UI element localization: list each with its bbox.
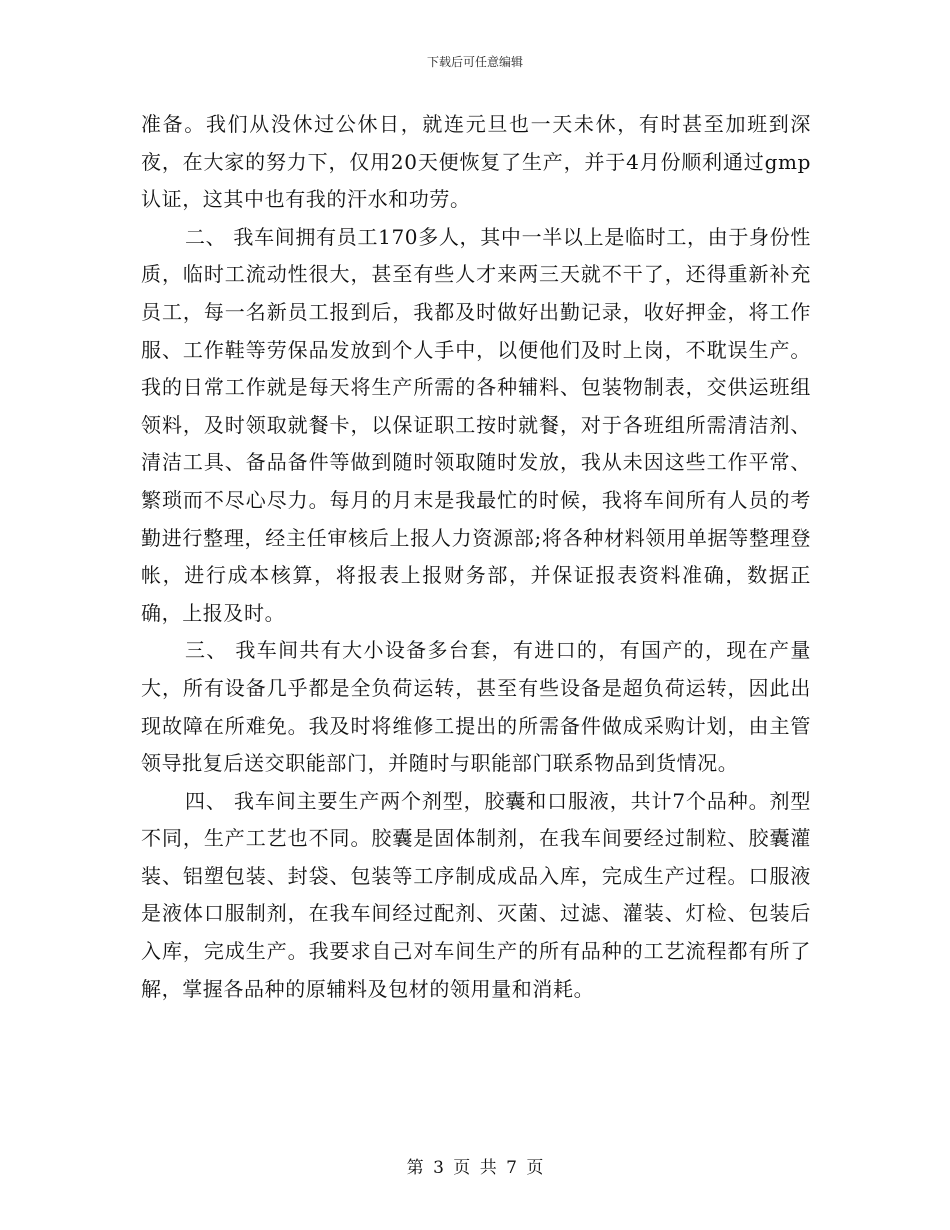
paragraph-section-4: 四、 我车间主要生产两个剂型，胶囊和口服液，共计7个品种。剂型不同，生产工艺也不同。胶囊是固体制剂，在我车间要经过制粒、胶囊灌装、铝塑包装、封袋、包装等工序制成成品入库，完成生产过程。口服液是液体口服制剂，在我车间经过配剂、灭菌、过滤、灌装、灯检、包装后入库，完成生产。我要求自己对车间生产的所有品种的工艺流程都有所了解，掌握各品种的原辅料及包材的领用量和消耗。 [141,788,811,1001]
document-body [141,106,811,1008]
page-header: 下载后可任意编辑 [426,55,523,69]
paragraph-section-3: 三、 我车间共有大小设备多台套，有进口的，有国产的，现在产量大，所有设备几乎都是全负荷运转，甚至有些设备是超负荷运转，因此出现故障在所难免。我及时将维修工提出的所需备件做成采购计划，由主管领导批复后送交职能部门，并随时与职能部门联系物品到货情况。 [141,638,811,776]
paragraph-continuation: 准备。我们从没休过公休日，就连元旦也一天未休，有时甚至加班到深夜，在大家的努力下，仅用20天便恢复了生产，并于4月份顺利通过gmp认证，这其中也有我的汗水和功劳。 [141,112,811,212]
page-number-footer: 第 3 页 共 7 页 [406,1158,544,1178]
paragraph-section-2: 二、 我车间拥有员工170多人，其中一半以上是临时工，由于身份性质，临时工流动性很大，甚至有些人才来两三天就不干了，还得重新补充员工，每一名新员工报到后，我都及时做好出勤记录，收好押金，将工作服、工作鞋等劳保品发放到个人手中，以便他们及时上岗，不耽误生产。我的日常工作就是每天将生产所需的各种辅料、包装物制表，交供运班组领料，及时领取就餐卡，以保证职工按时就餐，对于各班组所需清洁剂、清洁工具、备品备件等做到随时领取随时发放，我从未因这些工作平常、繁琐而不尽心尽力。每月的月末是我最忙的时候，我将车间所有人员的考勤进行整理，经主任审核后上报人力资源部;将各种材料领用单据等整理登帐，进行成本核算，将报表上报财务部，并保证报表资料准确，数据正确，上报及时。 [141,224,811,625]
